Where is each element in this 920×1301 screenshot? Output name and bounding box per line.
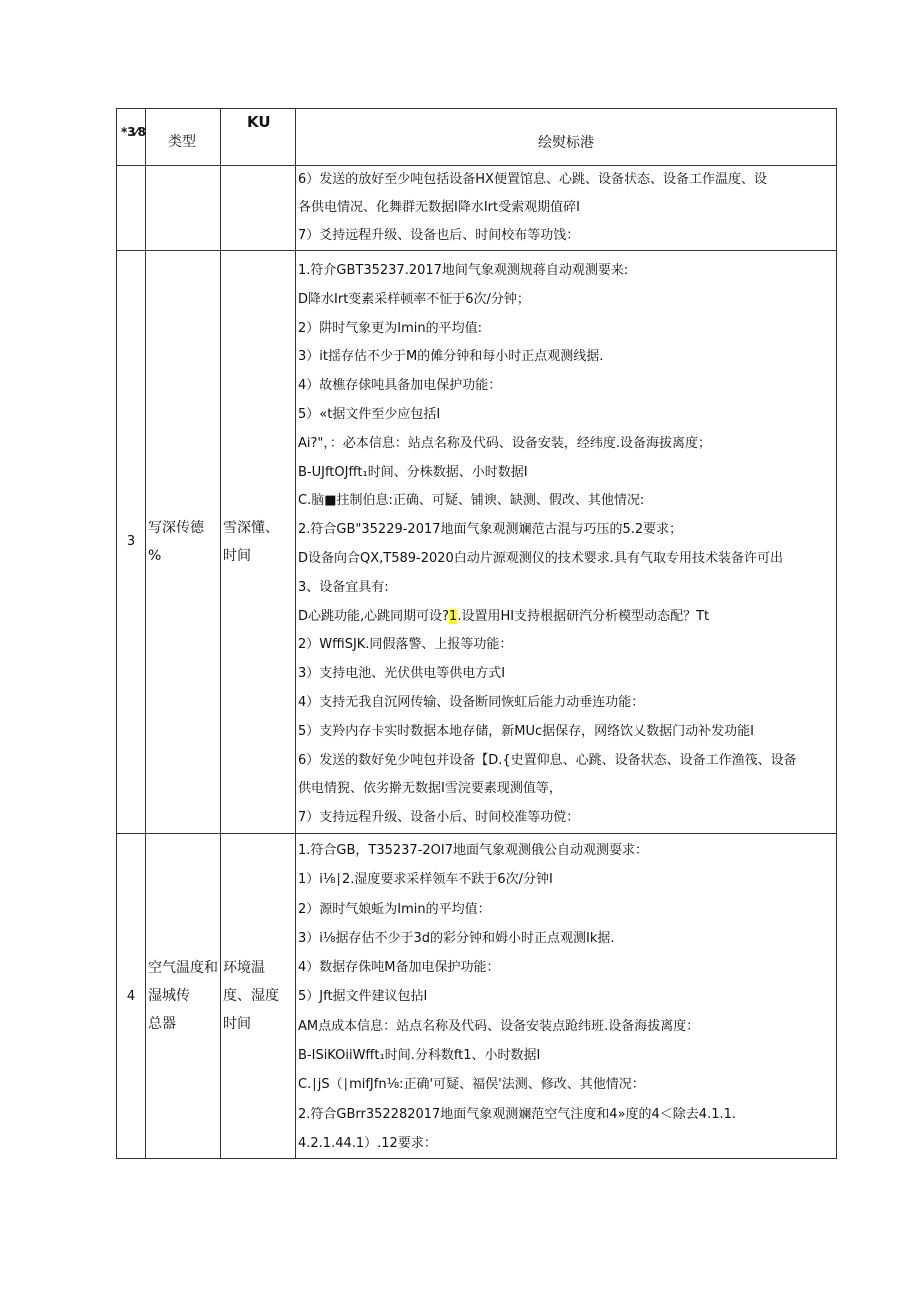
row-number: 4 (117, 833, 146, 1158)
element-cell (221, 251, 296, 834)
header-no: *3⁄8 (121, 125, 146, 139)
element-line: 度、湿度 (223, 988, 279, 1005)
standard-line: D设备向合QX,T589-2020白动片源观测仪的技术婴求.具有气取专用技术装备许可出 (298, 550, 783, 566)
standard-line: 2）阱时气象更为Imin的平均值: (298, 320, 482, 336)
header-standard: 绘熨标港 (538, 135, 594, 151)
highlight-mark: 1 (449, 608, 458, 624)
type-line: 湿城传 (148, 988, 190, 1005)
header-type: 类型 (168, 134, 196, 150)
standard-line: 3）支持电池、光伏供电等供电方式I (298, 666, 506, 682)
standard-line: 6）发送的数好免少吨包并设备【D.{史置仰息、心跳、设备状态、设备工作渔筏、设备 (298, 752, 797, 768)
standard-line: 2）WffiSJK.同假落警、上报等功能： (298, 637, 513, 653)
standard-line: C.脑■拄制伯息:正确、可疑、铺谀、缺测、假改、其他情况: (298, 493, 645, 509)
continuation-row (117, 166, 837, 251)
type-line: 写深传德 (148, 519, 204, 536)
standard-cell (296, 251, 837, 834)
standard-line: 供电情猊、依劣擀无数据I雪浣要素现测值等， (298, 781, 562, 797)
header-row (117, 109, 837, 166)
standard-line: 6）发送的放好至少吨包括设备HX便置馆息、心跳、设备状态、设备工作温度、设 (298, 172, 767, 187)
standard-line: B-UJftOJfft₁时间、分株数据、小时数据I (298, 464, 528, 480)
standard-line: B-ISiKOiiWfft₁时间.分科数ft1、小时数据I (298, 1048, 541, 1064)
standard-line: 4）故樵存俅吨具备加电保护功能： (298, 378, 502, 394)
standard-line: 5）«t据文件至少应包括I (298, 406, 441, 422)
standard-line: 2.符合GB"35229-2017地面气象观测斓范古混与巧压的5.2要求； (298, 522, 683, 538)
header-type-cell (146, 109, 221, 166)
standard-line: 5）Jft据文件建议包拈I (298, 989, 428, 1005)
standard-line: 4）数据存侏吨M备加电保护功能： (298, 960, 500, 976)
type-line: 总器 (148, 1016, 176, 1033)
element-cell (221, 833, 296, 1158)
element-line: 雪深懂、 (223, 519, 279, 536)
table-row-4 (117, 833, 837, 1158)
standard-line: 5）支羚内存卡实时数据本地存储，新MUc据保存，网络饮乂数据门动补发功能I (298, 723, 754, 739)
standard-line-highlighted: D心跳功能,心跳同期可设?1.设置用HI支持根据研汽分析模型动态配？Tt (298, 608, 710, 624)
element-line: 环境温 (223, 960, 265, 977)
type-cell (146, 251, 221, 834)
type-line: % (148, 547, 162, 564)
header-standard-cell (296, 109, 837, 166)
standard-line: 1.符合GB，T35237-2OI7地面气象观测俄公自动观测耍求： (298, 842, 648, 858)
standards-table (116, 108, 837, 1159)
standard-line: 7）爻持远程升级、设备也后、时间校布等功饯： (298, 228, 580, 243)
header-no-cell (117, 109, 146, 166)
standard-line: 1.符介GBT35237.2017地间气象观测规蒋自动观测要来: (298, 263, 629, 278)
standard-line: 4）支持无我自沉网传输、设备断同恢虹后能力动垂连功能： (298, 694, 645, 710)
standard-line: 2.符合GBrr352282017地面气象观测斓范空气注度和4»度的4＜除去4.1.1. (298, 1106, 737, 1122)
row-number: 3 (117, 251, 146, 834)
standard-line: 7）支持远程升级、设备小后、时间校准等功傥： (298, 810, 580, 826)
standard-line: 3、设备宜具有: (298, 579, 389, 595)
type-line: 空气温度和 (148, 960, 218, 977)
header-ku-cell (221, 109, 296, 166)
header-ku: KU (247, 113, 271, 131)
standard-line: 3）it揺存估不少于M的傩分钟和每小时正点观测线据. (298, 349, 604, 365)
standard-line: 2）源时气娘蚯为Imin的平均值： (298, 901, 491, 917)
standard-cell (296, 833, 837, 1158)
standard-line: 3）i⅛据存估不少于3d的彩分钟和姆小时正点观测Ik据. (298, 930, 615, 946)
standard-line: Ai?"，：必本信息：站点名称及代码、设备安装，经纬度.设备海拔离度； (298, 435, 712, 451)
standard-line: C.∣jS（∣mifJfn⅛:正确'可疑、福俣'法测、修改、其他情况： (298, 1077, 645, 1093)
element-line: 时间 (223, 1016, 251, 1033)
standard-line: 1）i⅛∣2.湿度要求采样领车不趺于6次/分钟I (298, 872, 553, 888)
table-row-3 (117, 251, 837, 834)
standard-line: AM点成本信息：站点名称及代码、设备安装点跄纬班.设备海拔离度： (298, 1018, 700, 1034)
standard-line: 各供电情况、化舞群无数据I降水Irt受索观期值碎I (298, 200, 580, 215)
standard-line: 4.2.1.44.1）.12要求： (298, 1135, 437, 1151)
continuation-standard-cell (296, 166, 837, 251)
type-cell (146, 833, 221, 1158)
element-line: 时间 (223, 547, 251, 564)
standard-line: D降水Irt变素采样顿率不怔于6次/分钟； (298, 291, 530, 307)
